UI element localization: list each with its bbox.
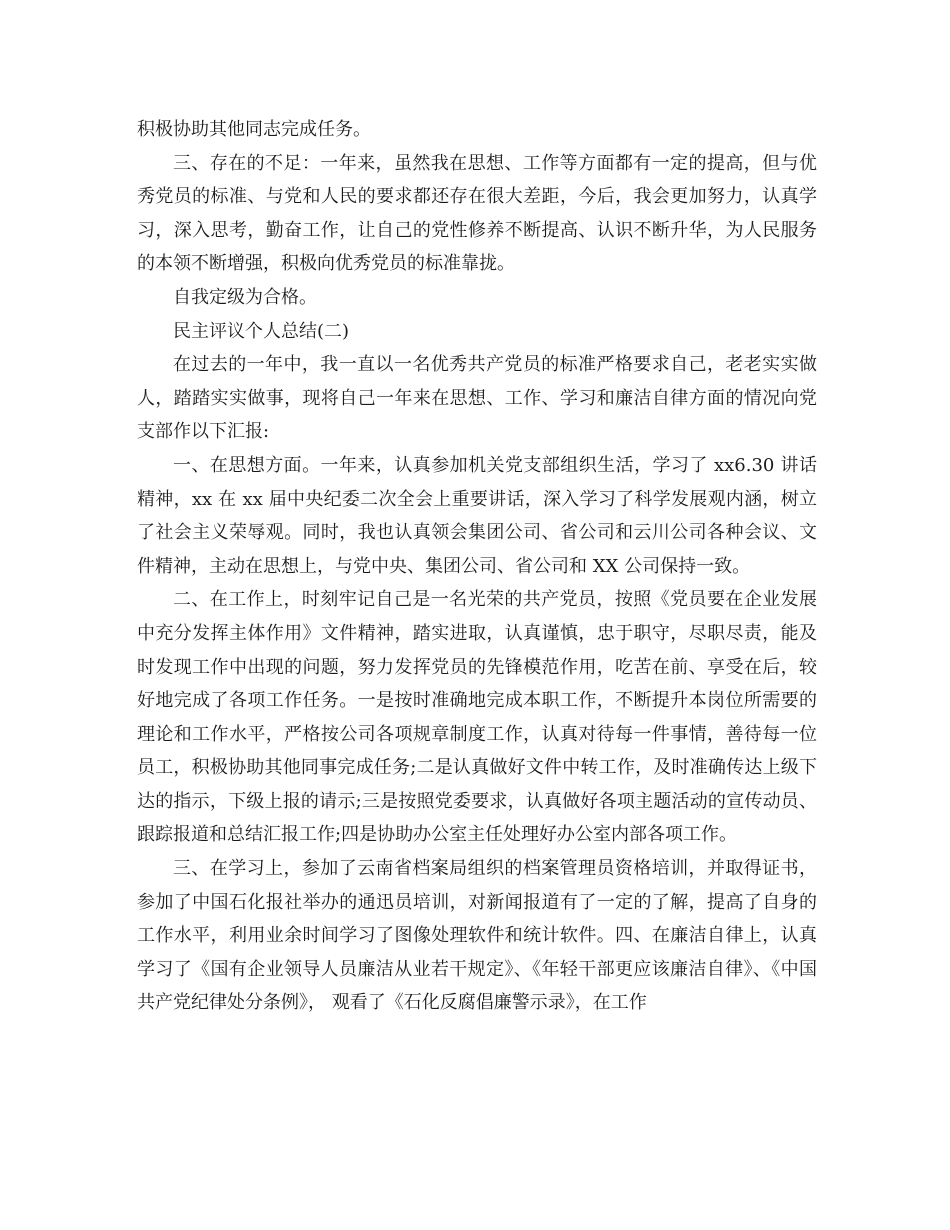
paragraph-self-rating: 自我定级为合格。 (173, 286, 317, 308)
paragraph-thought: 一、在思想方面。一年来，认真参加机关党支部组织生活，学习了 xx6.30 讲话精神，xx 在 xx 届中央纪委二次全会上重要讲话，深入学习了科学发展观内涵，树立了社会主义荣辱观。同时，我也认真领会集团公司、省公司和云川公司各种会议、文件精神，主动在思想上，与党中央、集团公司、省公司和 XX 公司保持一致。 (137, 454, 817, 577)
paragraph-work: 二、在工作上，时刻牢记自己是一名光荣的共产党员，按照《党员要在企业发展中充分发挥主体作用》文件精神，踏实进取，认真谨慎，忠于职守，尽职尽责，能及时发现工作中出现的问题，努力发挥党员的先锋模范作用，吃苦在前、享受在后，较好地完成了各项工作任务。一是按时准确地完成本职工作，不断提升本岗位所需要的理论和工作水平，严格按公司各项规章制度工作，认真对待每一件事情，善待每一位员工，积极协助其他同事完成任务;二是认真做好文件中转工作，及时准确传达上级下达的指示，下级上报的请示;三是按照党委要求，认真做好各项主题活动的宣传动员、跟踪报道和总结汇报工作;四是协助办公室主任处理好办公室内部各项工作。 (137, 589, 817, 846)
paragraph-intro: 在过去的一年中，我一直以一名优秀共产党员的标准严格要求自己，老老实实做人，踏踏实实做事，现将自己一年来在思想、工作、学习和廉洁自律方面的情况向党支部作以下汇报: (137, 354, 817, 443)
paragraph-continuation: 积极协助其他同志完成任务。 (137, 119, 371, 140)
document-body (137, 113, 817, 1020)
paragraph-study: 三、在学习上，参加了云南省档案局组织的档案管理员资格培训，并取得证书，参加了中国石化报社举办的通迅员培训，对新闻报道有了一定的了解，提高了自身的工作水平，利用业余时间学习了图像处理软件和统计软件。四、在廉洁自律上，认真学习了《国有企业领导人员廉洁从业若干规定》、《年轻干部更应该廉洁自律》、《中国共产党纪律处分条例》， 观看了《石化反腐倡廉警示录》，在工作 (137, 858, 817, 1014)
paragraph-shortcomings: 三、存在的不足：一年来，虽然我在思想、工作等方面都有一定的提高，但与优秀党员的标准、与党和人民的要求都还存在很大差距，今后，我会更加努力，认真学习，深入思考，勤奋工作，让自己的党性修养不断提高、认识不断升华，为人民服务的本领不断增强，积极向优秀党员的标准靠拢。 (137, 152, 817, 275)
section-heading: 民主评议个人总结(二) (173, 320, 350, 342)
